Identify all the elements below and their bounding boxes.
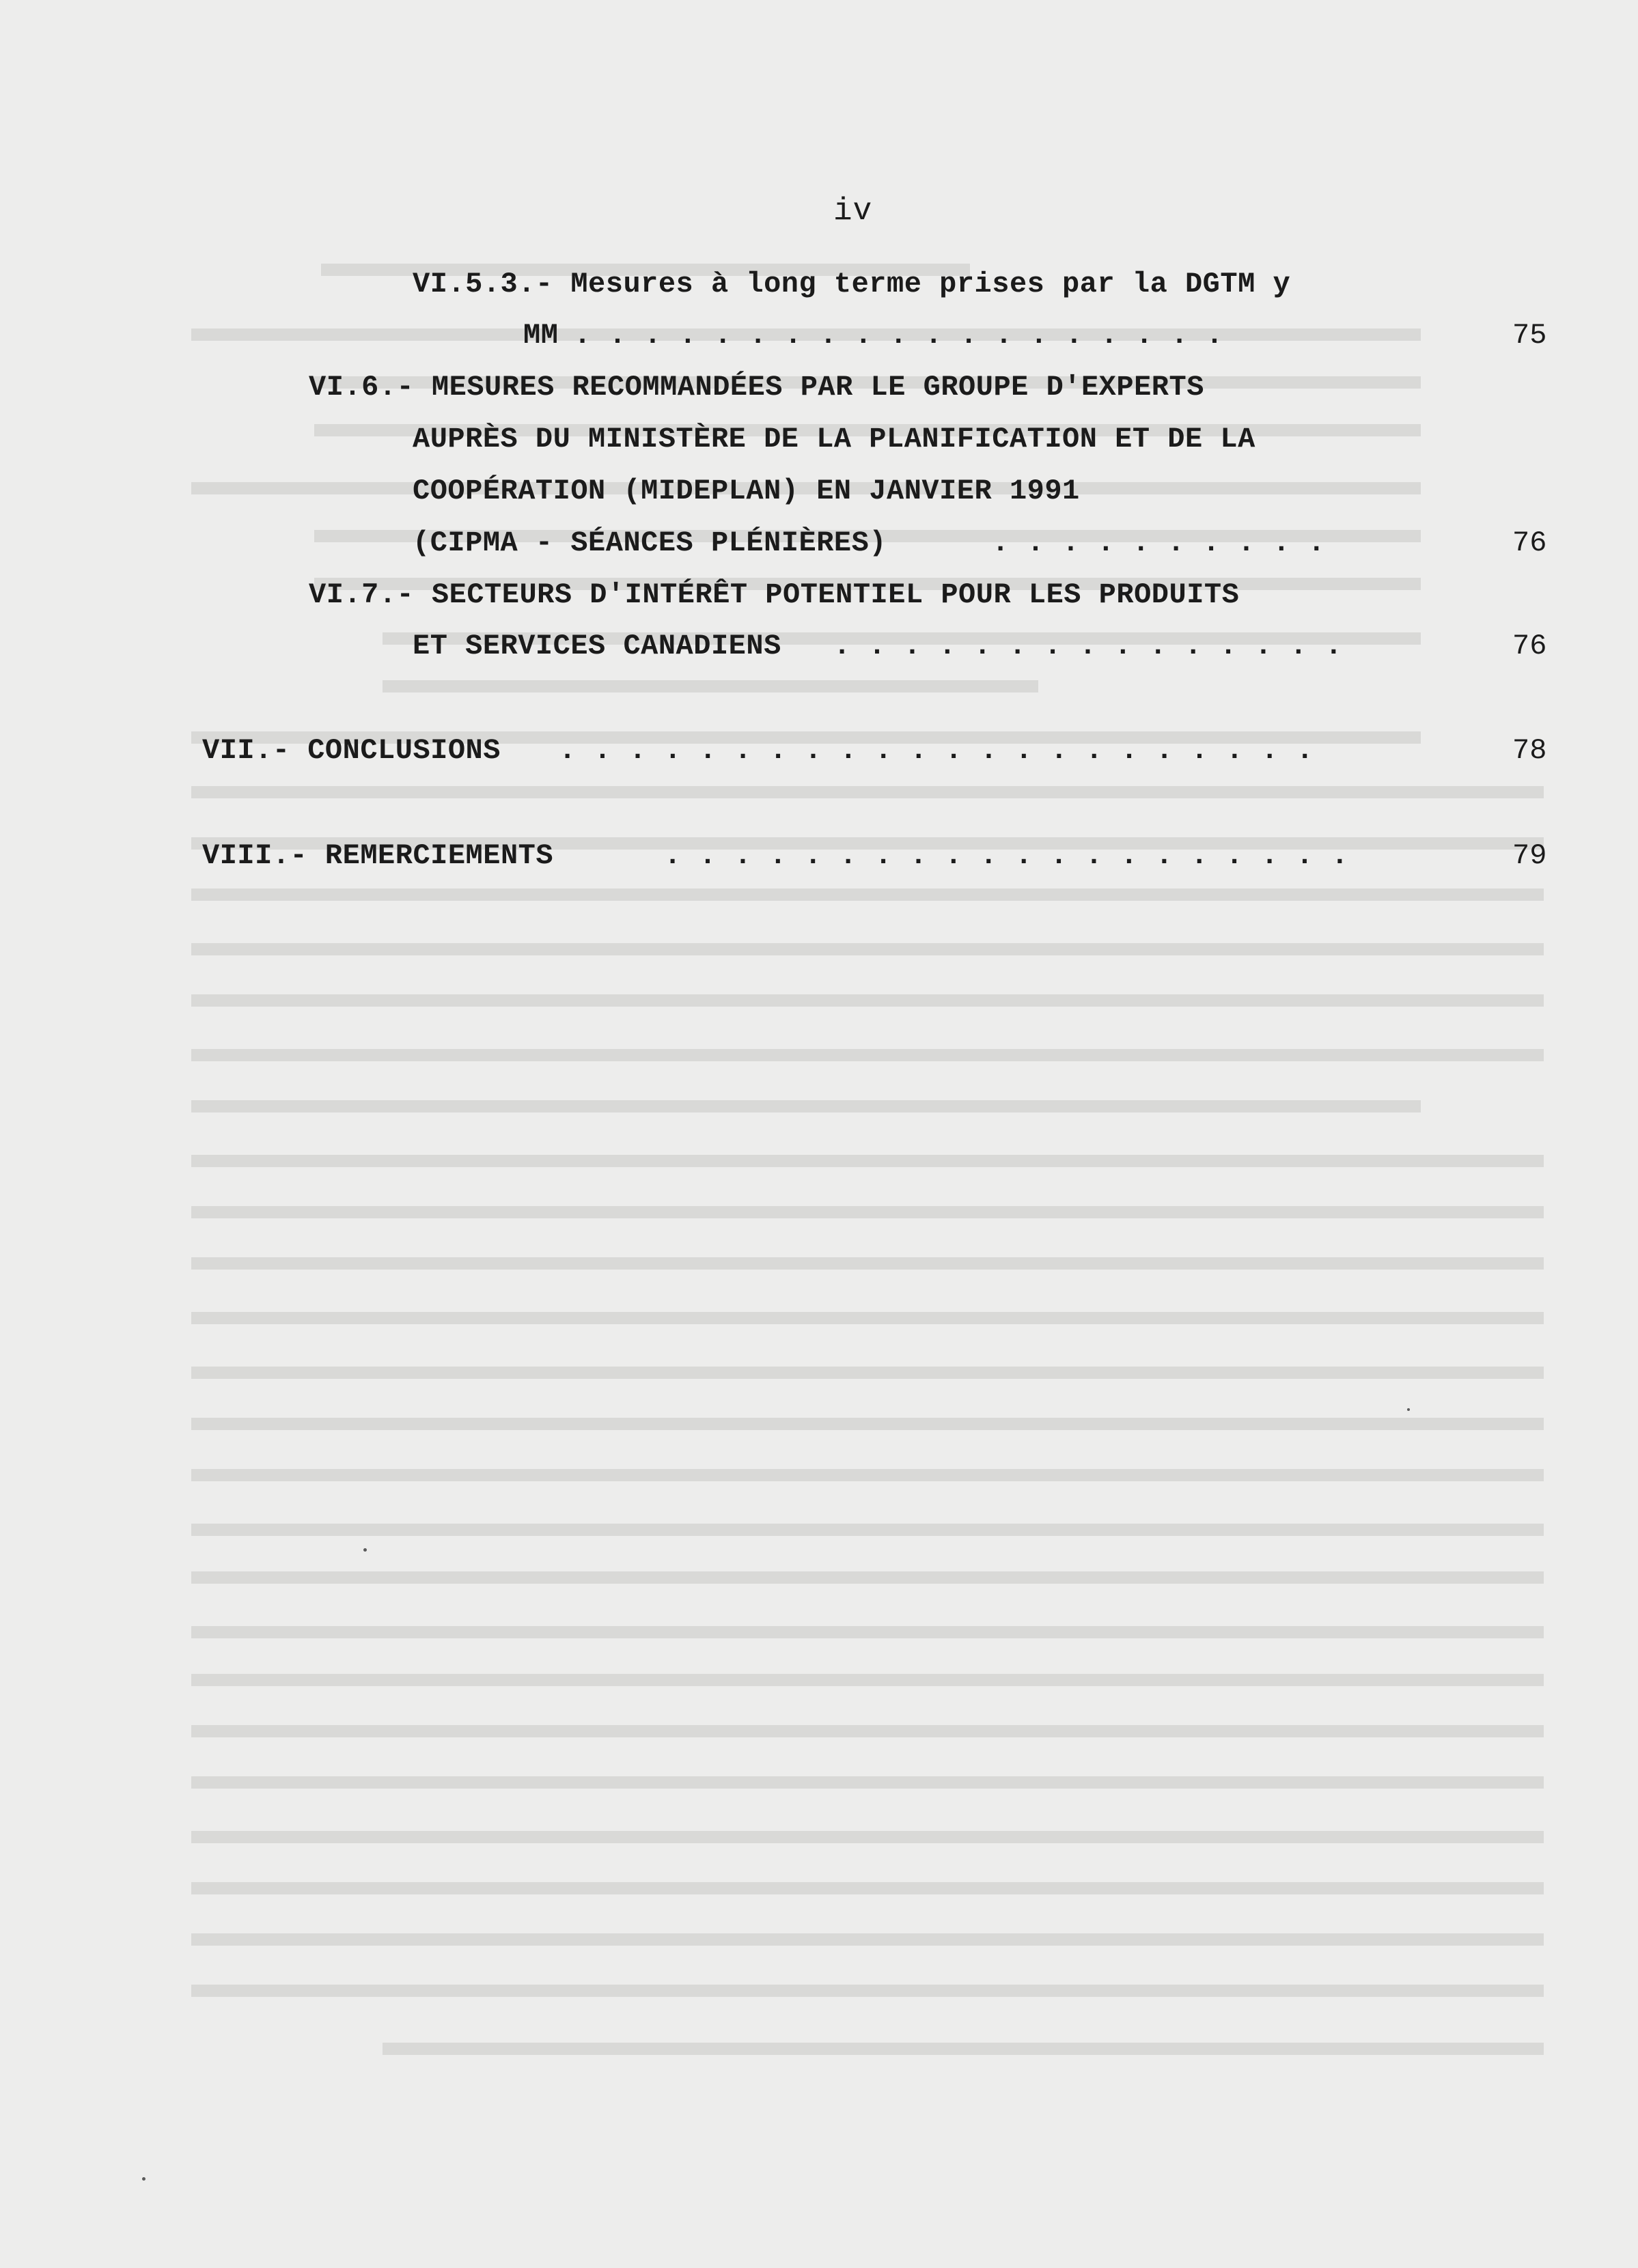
scan-speck: [142, 2177, 145, 2181]
toc-entry-title-line: (CIPMA - SÉANCES PLÉNIÈRES): [413, 527, 887, 559]
toc-entry-title-line: MM: [523, 319, 559, 352]
toc-entry-title-line: VI.7.- SECTEURS D'INTÉRÊT POTENTIEL POUR LES PRODUITS: [309, 578, 1240, 611]
toc-entry-title-line: VI.6.- MESURES RECOMMANDÉES PAR LE GROUPE D'EXPERTS: [309, 371, 1204, 404]
toc-page-number: 76: [1512, 527, 1547, 559]
toc-leader-dots: . . . . . . . . . . . . . . . . . . .: [574, 319, 1224, 352]
toc-page-number: 76: [1512, 630, 1547, 662]
toc-entry-title-line: VIII.- REMERCIEMENTS: [202, 839, 554, 872]
page-number: iv: [833, 193, 873, 229]
toc-entry-title-line: AUPRÈS DU MINISTÈRE DE LA PLANIFICATION ET DE LA: [413, 423, 1255, 456]
toc-entry-title-line: ET SERVICES CANADIENS: [413, 630, 781, 662]
toc-leader-dots: . . . . . . . . . .: [992, 527, 1326, 559]
toc-page-number: 78: [1512, 734, 1547, 767]
toc-page-number: 79: [1512, 839, 1547, 872]
scan-speck: [363, 1548, 367, 1552]
toc-entry-title-line: VII.- CONCLUSIONS: [202, 734, 501, 767]
toc-leader-dots: . . . . . . . . . . . . . . . . . . . . . .: [559, 734, 1314, 767]
toc-leader-dots: . . . . . . . . . . . . . . .: [833, 630, 1343, 662]
toc-leader-dots: . . . . . . . . . . . . . . . . . . . .: [664, 839, 1349, 872]
toc-page-number: 75: [1512, 319, 1547, 352]
toc-entry-title-line: VI.5.3.- Mesures à long terme prises par la DGTM y: [413, 268, 1291, 300]
scan-speck: [1407, 1408, 1410, 1411]
toc-entry-title-line: COOPÉRATION (MIDEPLAN) EN JANVIER 1991: [413, 475, 1080, 507]
